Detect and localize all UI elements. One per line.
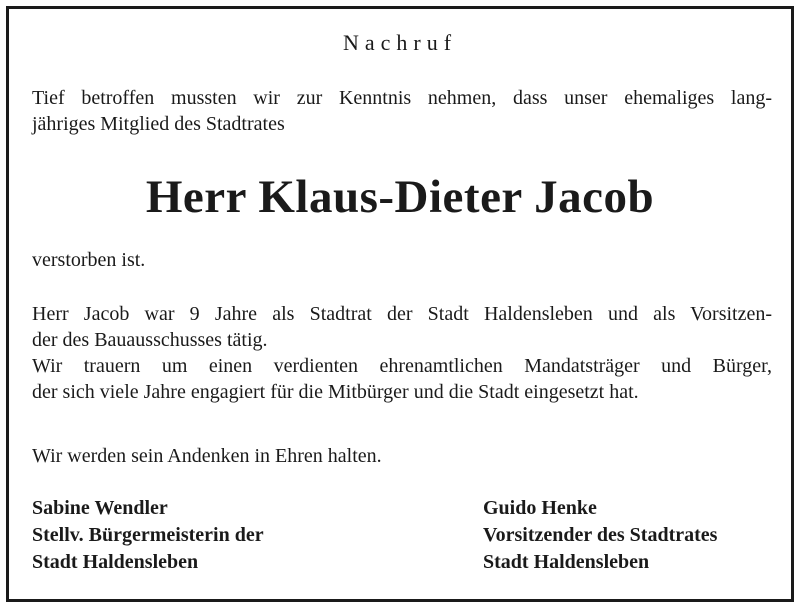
signatory-right-org: Stadt Haldensleben [483,551,650,573]
signatory-left [32,495,264,576]
signatory-right-role: Vorsitzender des Stadtrates [483,524,718,546]
deceased-name: Herr Klaus-Dieter Jacob [145,171,655,223]
body-line-3: Wir trauern um einen verdienten ehrenamtlichen Mandatsträger und Bürger, [32,355,772,377]
notice-title: Nachruf [342,30,458,55]
signatory-left-role: Stellv. Bürgermeisterin der [32,524,264,546]
deceased-line: verstorben ist. [32,249,146,271]
closing-line: Wir werden sein Andenken in Ehren halten. [32,445,382,467]
deceased-text [32,247,772,273]
body-paragraph [32,301,772,405]
signatory-left-name: Sabine Wendler [32,497,168,519]
obituary-notice [6,6,794,602]
body-line-2: der des Bauausschusses tätig. [32,329,268,351]
intro-line-2: jähriges Mitglied des Stadtrates [32,113,285,135]
closing-paragraph [32,443,772,469]
body-line-1: Herr Jacob war 9 Jahre als Stadtrat der Stadt Haldensleben und als Vorsitzen- [32,303,772,325]
signatory-left-org: Stadt Haldensleben [32,551,199,573]
intro-line-1: Tief betroffen mussten wir zur Kenntnis nehmen, dass unser ehemaliges lang- [32,87,772,109]
signatory-right [483,495,717,576]
body-line-4: der sich viele Jahre engagiert für die Mitbürger und die Stadt eingesetzt hat. [32,381,639,403]
signatory-right-name: Guido Henke [483,497,597,519]
intro-paragraph [32,85,772,137]
